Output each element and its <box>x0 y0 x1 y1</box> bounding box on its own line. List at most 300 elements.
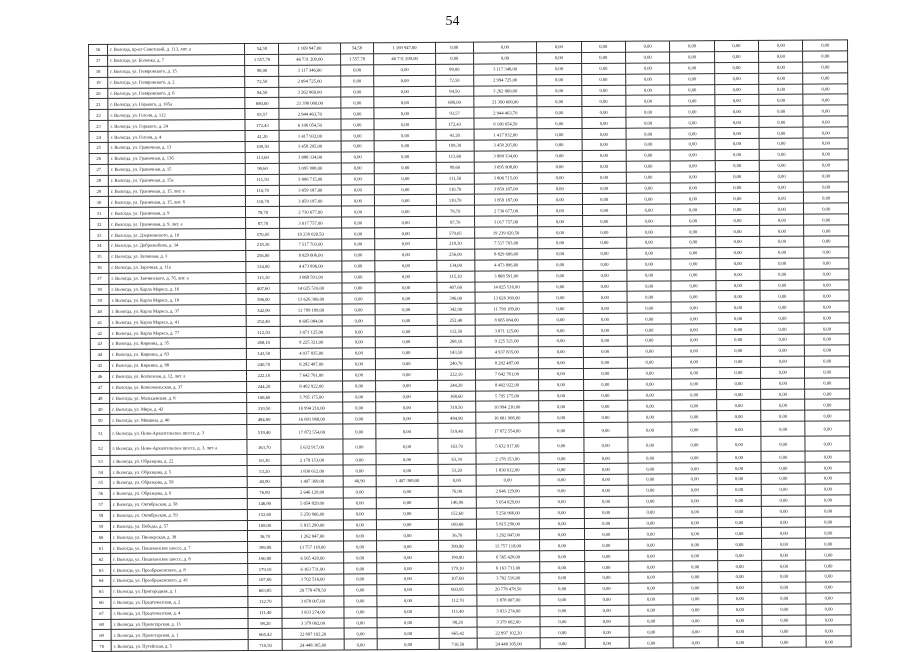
value-cell: 3 888 334,00 <box>474 151 537 162</box>
value-cell: 0,00 <box>759 62 803 73</box>
table-body <box>89 40 852 652</box>
value-cell: 0,00 <box>343 574 377 585</box>
value-cell: 112,70 <box>248 596 282 607</box>
value-cell: 0,00 <box>585 616 629 627</box>
value-cell: 0,00 <box>540 572 584 583</box>
row-number-cell: 23 <box>89 121 108 132</box>
value-cell: 0,00 <box>715 236 759 247</box>
value-cell: 0,00 <box>670 106 714 117</box>
value-cell: 9 225 321,00 <box>475 336 538 347</box>
value-cell: 0,00 <box>761 517 805 528</box>
value-cell: 8 829 606,00 <box>280 250 341 261</box>
address-cell: г. Вологда, пр-кт Советский, д. 113, лит. а <box>108 44 245 56</box>
value-cell: 87,70 <box>246 218 280 229</box>
value-cell: 0,00 <box>671 280 715 291</box>
value-cell: 0,00 <box>804 290 849 301</box>
value-cell: 0,00 <box>717 539 761 550</box>
value-cell: 0,00 <box>626 193 670 204</box>
value-cell: 53,20 <box>248 465 282 476</box>
value-cell: 0,00 <box>582 248 626 259</box>
value-cell: 0,00 <box>629 637 673 648</box>
value-cell: 0,00 <box>538 336 582 347</box>
value-cell: 0,00 <box>717 452 761 463</box>
value-cell: 0,00 <box>715 215 759 226</box>
row-number-cell: 36 <box>90 262 109 273</box>
value-cell: 0,00 <box>341 261 375 272</box>
value-cell: 0,00 <box>341 173 375 184</box>
value-cell: 10 994 210,00 <box>475 401 538 412</box>
value-cell: 99,60 <box>246 163 280 174</box>
value-cell: 0,00 <box>538 303 582 314</box>
value-cell: 0,00 <box>761 421 805 436</box>
value-cell: 0,00 <box>375 206 436 217</box>
value-cell: 0,00 <box>759 105 803 116</box>
address-cell: г. Вологда, ул. Пролетарская, д. 13 <box>111 618 248 630</box>
value-cell: 0,00 <box>537 183 581 194</box>
value-cell: 14 025 516,00 <box>280 283 341 294</box>
value-cell: 0,00 <box>673 495 717 506</box>
value-cell: 0,00 <box>375 304 436 315</box>
value-cell: 0,00 <box>761 495 805 506</box>
address-cell: г. Вологда, ул. Заячинского, д. 7б, лит. а <box>109 272 246 284</box>
value-cell: 0,00 <box>760 214 804 225</box>
value-cell: 3 859 187,00 <box>474 194 537 205</box>
value-cell: 0,00 <box>342 359 376 370</box>
value-cell: 0,00 <box>718 637 762 648</box>
value-cell: 98,00 <box>435 64 473 75</box>
value-cell: 0,00 <box>342 402 376 413</box>
value-cell: 0,00 <box>583 401 627 412</box>
value-cell: 0,00 <box>759 182 803 193</box>
value-cell: 0,00 <box>539 507 583 518</box>
value-cell: 0,00 <box>376 413 437 424</box>
value-cell: 0,00 <box>806 603 851 614</box>
value-cell: 665,42 <box>439 628 477 639</box>
value-cell: 0,00 <box>673 572 717 583</box>
value-cell: 0,00 <box>538 325 582 336</box>
value-cell: 0,00 <box>803 94 848 105</box>
value-cell: 93,57 <box>436 107 474 118</box>
value-cell: 3 871 125,00 <box>475 325 538 336</box>
row-number-cell: 42 <box>90 328 109 339</box>
value-cell: 0,00 <box>343 454 377 465</box>
value-cell: 0,00 <box>806 516 851 527</box>
value-cell: 0,00 <box>760 356 804 367</box>
value-cell: 0,00 <box>627 324 671 335</box>
row-number-cell: 57 <box>91 499 110 510</box>
value-cell: 3 833 274,00 <box>282 607 343 618</box>
value-cell: 0,00 <box>717 422 761 437</box>
address-cell: г. Вологда, ул. Граничная, д. 9, лит. а <box>109 218 246 230</box>
value-cell: 0,00 <box>672 367 716 378</box>
value-cell: 0,00 <box>716 280 760 291</box>
value-cell: 0,00 <box>804 160 849 171</box>
value-cell: 13 626 360,00 <box>475 292 538 303</box>
value-cell: 0,00 <box>759 160 803 171</box>
row-number-cell: 31 <box>90 208 109 219</box>
value-cell: 0,00 <box>671 160 715 171</box>
value-cell: 0,00 <box>762 538 806 549</box>
value-cell: 0,00 <box>376 424 437 439</box>
value-cell: 407,60 <box>246 283 280 294</box>
address-cell: г. Вологда, ул. Заречная, д. 11а <box>109 261 246 273</box>
value-cell: 152,60 <box>248 509 282 520</box>
value-cell: 0,00 <box>760 225 804 236</box>
value-cell: 0,00 <box>539 496 583 507</box>
value-cell: 0,00 <box>805 377 850 388</box>
value-cell: 665,42 <box>249 629 283 640</box>
address-cell: г. Вологда, ул. Добролюбова, д. 34 <box>109 240 246 252</box>
value-cell: 0,00 <box>539 368 583 379</box>
value-cell: 0,00 <box>715 182 759 193</box>
row-number-cell: 27 <box>89 164 108 175</box>
value-cell: 0,00 <box>671 193 715 204</box>
value-cell: 0,00 <box>628 528 672 539</box>
value-cell: 0,00 <box>539 412 583 423</box>
value-cell: 4 473 896,00 <box>280 261 341 272</box>
value-cell: 0,00 <box>626 95 670 106</box>
value-cell: 0,00 <box>377 541 438 552</box>
address-cell: г. Вологда, ул. Колхозная, д. 12, лит. а <box>110 370 247 382</box>
value-cell: 8 829 606,00 <box>474 249 537 260</box>
value-cell: 0,00 <box>628 400 672 411</box>
value-cell: 3 859 187,00 <box>474 183 537 194</box>
address-cell: г. Вологда, ул. Пионерская, д. 38 <box>110 531 247 543</box>
value-cell: 0,00 <box>584 474 628 485</box>
address-cell: г. Вологда, ул. Комсомольская, д. 37 <box>110 381 247 393</box>
value-cell: 0,00 <box>582 259 626 270</box>
value-cell: 0,00 <box>538 248 582 259</box>
value-cell: 0,00 <box>714 51 758 62</box>
value-cell: 0,00 <box>629 594 673 605</box>
value-cell: 0,00 <box>377 573 438 584</box>
value-cell: 0,00 <box>583 390 627 401</box>
value-cell: 0,00 <box>670 84 714 95</box>
value-cell: 8 685 084,00 <box>475 314 538 325</box>
value-cell: 0,00 <box>374 130 435 141</box>
value-cell: 0,00 <box>673 539 717 550</box>
value-cell: 0,00 <box>760 302 804 313</box>
row-number-cell: 61 <box>92 543 111 554</box>
value-cell: 113,60 <box>246 152 280 163</box>
row-number-cell: 53 <box>91 456 110 467</box>
address-cell: г. Вологда, ул. Пригородная, д. 1 <box>111 585 248 597</box>
value-cell: 0,00 <box>341 271 375 282</box>
value-cell: 0,00 <box>537 52 581 63</box>
value-cell: 0,00 <box>582 128 626 139</box>
value-cell: 20 778 478,50 <box>282 585 343 596</box>
row-number-cell: 34 <box>90 240 109 251</box>
value-cell: 0,00 <box>714 62 758 73</box>
value-cell: 111,50 <box>436 173 474 184</box>
value-cell: 0,00 <box>717 517 761 528</box>
value-cell: 0,00 <box>376 336 437 347</box>
value-cell: 143,50 <box>247 348 281 359</box>
value-cell: 0,00 <box>671 269 715 280</box>
value-cell: 2 994 725,00 <box>279 76 340 87</box>
value-cell: 0,00 <box>582 139 626 150</box>
value-cell: 0,00 <box>375 173 436 184</box>
value-cell: 1 830 612,00 <box>281 465 342 476</box>
value-cell: 0,00 <box>716 400 760 411</box>
value-cell: 0,00 <box>762 615 806 626</box>
value-cell: 268,10 <box>437 336 475 347</box>
value-cell: 0,00 <box>673 528 717 539</box>
value-cell: 0,00 <box>343 541 377 552</box>
value-cell: 5 815 290,00 <box>282 519 343 530</box>
value-cell: 111,40 <box>248 607 282 618</box>
value-cell: 0,00 <box>584 518 628 529</box>
value-cell: 0,00 <box>672 324 716 335</box>
value-cell: 0,00 <box>807 636 852 647</box>
value-cell: 22 897 102,20 <box>477 627 540 638</box>
value-cell: 168,60 <box>247 392 281 403</box>
value-cell: 19 239 020,50 <box>280 228 341 239</box>
row-number-cell: 24 <box>89 132 108 143</box>
value-cell: 0,00 <box>584 561 628 572</box>
value-cell: 0,00 <box>375 260 436 271</box>
value-cell: 0,00 <box>340 75 374 86</box>
value-cell: 24 448 305,00 <box>282 639 343 650</box>
value-cell: 0,00 <box>670 73 714 84</box>
value-cell: 0,00 <box>804 214 849 225</box>
address-cell: г. Вологда, ул. Гиляровского, д. 2 <box>108 76 245 88</box>
value-cell: 0,00 <box>377 606 438 617</box>
value-cell: 0,00 <box>582 226 626 237</box>
value-cell: 0,00 <box>715 226 759 237</box>
value-cell: 0,00 <box>803 40 848 51</box>
value-cell: 0,00 <box>804 181 849 192</box>
value-cell: 0,00 <box>718 593 762 604</box>
row-number-cell: 68 <box>92 619 111 630</box>
value-cell: 0,00 <box>671 237 715 248</box>
value-cell: 19 239 020,50 <box>474 227 537 238</box>
value-cell: 0,00 <box>762 582 806 593</box>
value-cell: 0,00 <box>761 367 805 378</box>
value-cell: 0,00 <box>375 271 436 282</box>
address-cell: г. Вологда, ул. Гиляровского, д. 6 <box>108 87 245 99</box>
value-cell: 0,00 <box>804 149 849 160</box>
value-cell: 3 806 715,00 <box>474 172 537 183</box>
value-cell: 63,30 <box>247 454 281 465</box>
value-cell: 2 178 153,00 <box>281 454 342 465</box>
address-cell: г. Вологда, ул. Победы, д. 57 <box>110 520 247 532</box>
value-cell: 0,00 <box>718 615 762 626</box>
value-cell: 0,00 <box>716 302 760 313</box>
value-cell: 0,00 <box>805 367 850 378</box>
value-cell: 0,00 <box>583 437 627 452</box>
row-number-cell: 40 <box>90 306 109 317</box>
value-cell: 0,00 <box>672 389 716 400</box>
row-number-cell: 47 <box>91 382 110 393</box>
value-cell: 0,00 <box>540 616 584 627</box>
value-cell: 94,50 <box>435 86 473 97</box>
row-number-cell: 43 <box>90 338 109 349</box>
value-cell: 0,00 <box>375 195 436 206</box>
value-cell: 3 017 757,00 <box>474 216 537 227</box>
value-cell: 396,00 <box>437 293 475 304</box>
value-cell: 0,00 <box>714 40 758 51</box>
value-cell: 0,00 <box>673 615 717 626</box>
row-number-cell: 65 <box>92 586 111 597</box>
value-cell: 399,80 <box>248 542 282 553</box>
value-cell: 0,00 <box>539 423 583 438</box>
row-number-cell: 46 <box>90 371 109 382</box>
value-cell: 0,00 <box>626 63 670 74</box>
value-cell: 244,20 <box>247 381 281 392</box>
value-cell: 0,00 <box>626 106 670 117</box>
value-cell: 9 225 321,00 <box>281 337 342 348</box>
value-cell: 169,00 <box>438 519 476 530</box>
value-cell: 0,00 <box>581 107 625 118</box>
value-cell: 0,00 <box>540 540 584 551</box>
value-cell: 3 379 062,00 <box>477 616 540 627</box>
value-cell: 0,00 <box>625 52 669 63</box>
value-cell: 0,00 <box>672 437 716 452</box>
value-cell: 0,00 <box>538 346 582 357</box>
value-cell: 5 250 966,00 <box>282 509 343 520</box>
value-cell: 0,00 <box>344 639 378 650</box>
value-cell: 0,00 <box>759 73 803 84</box>
value-cell: 107,60 <box>248 574 282 585</box>
value-cell: 21 390 000,00 <box>474 96 537 107</box>
value-cell: 0,00 <box>539 474 583 485</box>
row-number-cell: 22 <box>89 110 108 121</box>
value-cell: 36,70 <box>438 530 476 541</box>
value-cell: 0,00 <box>581 52 625 63</box>
value-cell: 0,00 <box>375 282 436 293</box>
value-cell: 0,00 <box>584 485 628 496</box>
value-cell: 0,00 <box>715 138 759 149</box>
value-cell: 22 897 102,20 <box>282 628 343 639</box>
value-cell: 0,00 <box>583 324 627 335</box>
value-cell: 168,60 <box>437 391 475 402</box>
value-cell: 0,00 <box>582 215 626 226</box>
value-cell: 0,00 <box>582 270 626 281</box>
value-cell: 0,00 <box>806 582 851 593</box>
value-cell: 0,00 <box>584 496 628 507</box>
value-cell: 0,00 <box>582 183 626 194</box>
value-cell: 0,00 <box>376 464 437 475</box>
value-cell: 0,00 <box>377 562 438 573</box>
value-cell: 0,00 <box>376 315 437 326</box>
value-cell: 0,00 <box>760 323 804 334</box>
value-cell: 0,00 <box>628 452 672 463</box>
value-cell: 0,00 <box>806 593 851 604</box>
value-cell: 115,10 <box>246 272 280 283</box>
value-cell: 11 799 189,00 <box>280 304 341 315</box>
value-cell: 0,00 <box>343 497 377 508</box>
row-number-cell: 30 <box>89 197 108 208</box>
value-cell: 3 095 908,00 <box>474 162 537 173</box>
value-cell: 0,00 <box>672 452 716 463</box>
value-cell: 0,00 <box>670 95 714 106</box>
value-cell: 2 178 153,00 <box>476 453 539 464</box>
value-cell: 0,00 <box>540 562 584 573</box>
value-cell: 0,00 <box>537 129 581 140</box>
value-cell: 4 937 835,00 <box>475 347 538 358</box>
value-cell: 268,10 <box>247 337 281 348</box>
value-cell: 190,80 <box>248 553 282 564</box>
value-cell: 0,00 <box>341 130 375 141</box>
row-number-cell: 70 <box>92 641 111 652</box>
value-cell: 0,00 <box>759 95 803 106</box>
value-cell: 1 169 947,00 <box>279 43 340 54</box>
value-cell: 0,00 <box>537 140 581 151</box>
value-cell: 0,00 <box>716 291 760 302</box>
value-cell: 0,00 <box>760 280 804 291</box>
value-cell: 0,00 <box>673 593 717 604</box>
value-cell: 0,00 <box>762 636 806 647</box>
value-cell: 0,00 <box>760 312 804 323</box>
value-cell: 244,20 <box>437 380 475 391</box>
value-cell: 3 262 860,00 <box>279 87 340 98</box>
value-cell: 0,00 <box>377 519 438 530</box>
value-cell: 0,00 <box>760 345 804 356</box>
value-cell: 0,00 <box>341 195 375 206</box>
value-cell: 143,50 <box>437 347 475 358</box>
row-number-cell: 16 <box>89 44 108 55</box>
value-cell: 0,00 <box>627 237 671 248</box>
value-cell: 0,00 <box>806 549 851 560</box>
value-cell: 0,00 <box>626 161 670 172</box>
value-cell: 0,00 <box>342 424 376 439</box>
value-cell: 0,00 <box>374 108 435 119</box>
value-cell: 0,00 <box>717 560 761 571</box>
value-cell: 0,00 <box>539 464 583 475</box>
value-cell: 0,00 <box>716 324 760 335</box>
address-cell: г. Вологда, ул. Граничная, д. 13 <box>108 142 245 154</box>
value-cell: 0,00 <box>375 293 436 304</box>
row-number-cell: 20 <box>89 88 108 99</box>
value-cell: 0,00 <box>583 411 627 422</box>
value-cell: 0,00 <box>375 184 436 195</box>
value-cell: 0,00 <box>343 606 377 617</box>
value-cell: 0,00 <box>716 389 760 400</box>
value-cell: 0,00 <box>377 595 438 606</box>
value-cell: 3 458 205,00 <box>474 140 537 151</box>
value-cell: 0,00 <box>805 312 850 323</box>
value-cell: 6 565 428,00 <box>476 551 539 562</box>
row-number-cell: 33 <box>90 230 109 241</box>
value-cell: 0,00 <box>672 474 716 485</box>
value-cell: 0,00 <box>760 193 804 204</box>
value-cell: 1 407 369,00 <box>281 476 342 487</box>
address-cell: г. Вологда, ул. Мира, д. 42 <box>110 403 247 415</box>
value-cell: 0,00 <box>759 171 803 182</box>
value-cell: 5 795 175,00 <box>281 391 342 402</box>
value-cell: 0,00 <box>673 637 717 648</box>
value-cell: 0,00 <box>377 552 438 563</box>
value-cell: 0,00 <box>585 627 629 638</box>
value-cell: 0,00 <box>806 571 851 582</box>
value-cell: 0,00 <box>673 517 717 528</box>
address-cell: г. Вологда, ул. Гиляровского, д. 15 <box>108 65 245 77</box>
value-cell: 4 473 896,00 <box>475 260 538 271</box>
value-cell: 0,00 <box>435 42 473 53</box>
value-cell: 3 859 187,00 <box>280 185 341 196</box>
value-cell: 0,00 <box>582 161 626 172</box>
value-cell: 3 117 346,00 <box>279 65 340 76</box>
value-cell: 0,00 <box>628 517 672 528</box>
value-cell: 0,00 <box>627 281 671 292</box>
value-cell: 46 731 209,00 <box>374 53 435 64</box>
value-cell: 46 731 209,00 <box>279 54 340 65</box>
value-cell: 0,00 <box>670 139 714 150</box>
value-cell: 0,00 <box>806 462 851 473</box>
value-cell: 72,50 <box>435 75 473 86</box>
value-cell: 0,00 <box>342 348 376 359</box>
